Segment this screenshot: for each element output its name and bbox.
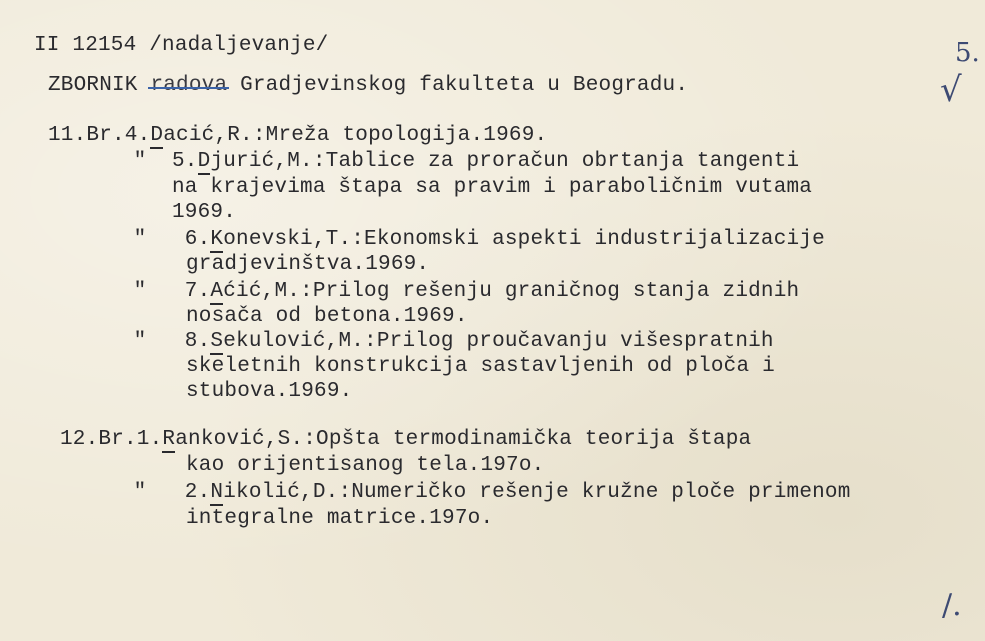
entry-line: nosača od betona.1969.: [186, 305, 468, 328]
entry-line: [108, 481, 851, 505]
entry-author-initial: S: [210, 330, 224, 353]
entry-line: integralne matrice.197o.: [186, 507, 494, 530]
entry-line: [60, 428, 751, 452]
entry-author-initial: D: [150, 124, 164, 147]
entry-lead: " 7.: [108, 280, 211, 303]
entry-author-initial: R: [162, 428, 176, 451]
entry-author-initial: K: [210, 228, 224, 251]
entry-text: ikolić,D.:Numeričko rešenje kružne ploče primenom: [223, 481, 851, 504]
entry-line: na krajevima štapa sa pravim i paraboličnim vutama: [172, 176, 813, 199]
entry-line: stubova.1969.: [186, 380, 353, 403]
entry-lead: 12.Br.1.: [60, 428, 163, 451]
entry-lead: " 8.: [108, 330, 211, 353]
entry-line: [108, 228, 825, 252]
entry-lead: 11.Br.4.: [48, 124, 151, 147]
entry-lead: " 5.: [108, 150, 198, 173]
check-mark: √: [940, 70, 962, 110]
entry-lead: " 6.: [108, 228, 211, 251]
entry-text: jurić,M.:Tablice za proračun obrtanja tangenti: [210, 150, 800, 173]
entry-author-initial: N: [210, 481, 224, 504]
entry-text: ekulović,M.:Prilog proučavanju višespratnih: [223, 330, 774, 353]
entry-line: 1969.: [172, 201, 237, 224]
entry-line: [108, 150, 799, 174]
entry-text: acić,R.:Mreža topologija.1969.: [163, 124, 548, 147]
entry-text: onevski,T.:Ekonomski aspekti industrijalizacije: [223, 228, 825, 251]
title-rest: Gradjevinskog fakulteta u Beogradu.: [240, 74, 689, 97]
footer-mark: /.: [942, 588, 962, 623]
entry-line: [108, 280, 799, 304]
entry-text: ćić,M.:Prilog rešenju graničnog stanja zidnih: [223, 280, 800, 303]
entry-line: skeletnih konstrukcija sastavljenih od ploča i: [186, 355, 775, 378]
entry-author-initial: A: [210, 280, 224, 303]
title-prefix: ZBORNIK: [48, 74, 138, 97]
title-struck-word: radova: [150, 74, 228, 97]
entry-text: anković,S.:Opšta termodinamička teorija štapa: [175, 428, 752, 451]
entry-author-initial: D: [197, 150, 211, 173]
entry-lead: " 2.: [108, 481, 211, 504]
entry-line: kao orijentisanog tela.197o.: [186, 454, 545, 477]
entry-line: [108, 330, 774, 354]
card-number: II 12154 /nadaljevanje/: [34, 34, 329, 57]
entry-line: gradjevinštva.1969.: [186, 253, 430, 276]
corner-mark: 5.: [955, 38, 980, 68]
card-title: [48, 74, 688, 98]
entry-line: [48, 124, 547, 148]
